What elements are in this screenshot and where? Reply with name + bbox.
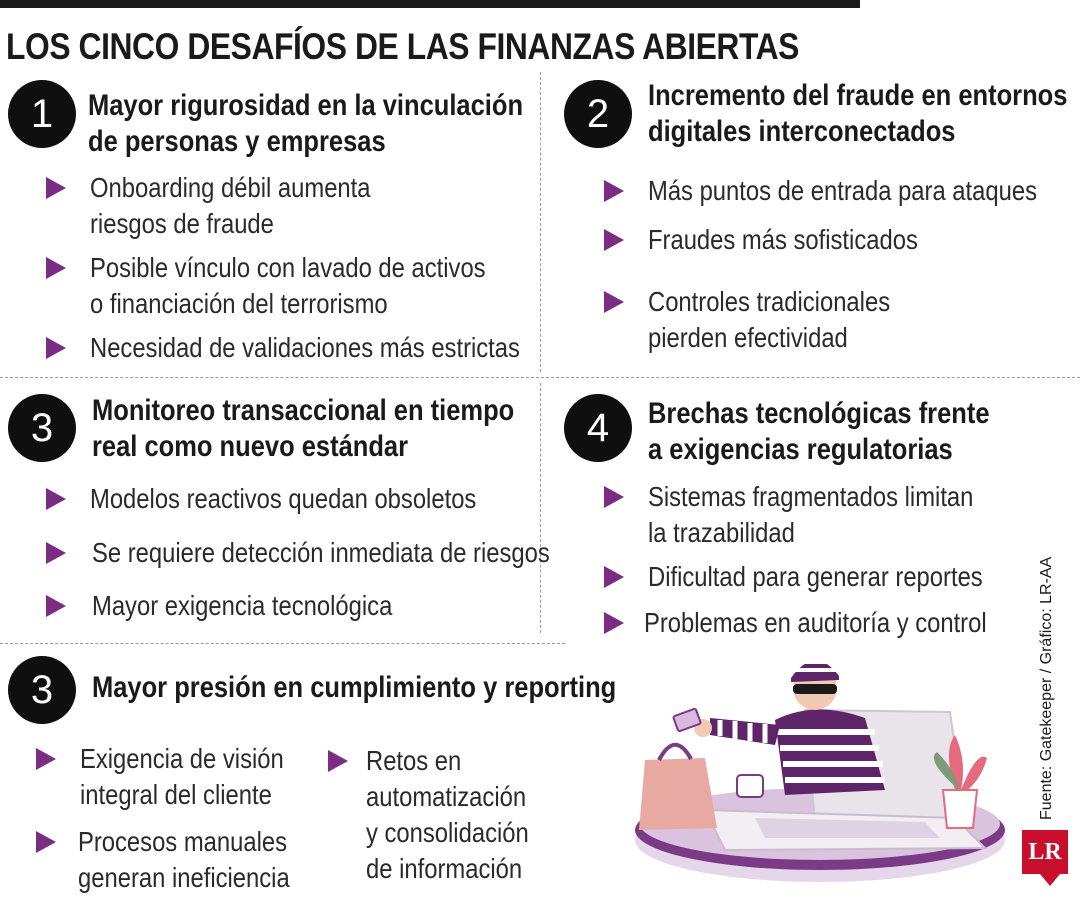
- bullet-triangle-icon: [46, 488, 66, 510]
- section-number-badge: 2: [564, 80, 632, 148]
- bullet-triangle-icon: [36, 831, 56, 853]
- divider-horizontal-1: [0, 377, 1080, 378]
- source-credit: Fuente: Gatekeeper / Gráfico: LR-AA: [1038, 556, 1055, 820]
- bullet-text: Procesos manuales: [78, 826, 288, 857]
- lr-logo-tail: [1040, 874, 1060, 886]
- bullet-text: Onboarding débil aumenta: [90, 172, 371, 203]
- bullet-text: o financiación del terrorismo: [90, 288, 388, 319]
- bullet-triangle-icon: [604, 180, 624, 202]
- lr-logo: LR: [1022, 830, 1068, 874]
- bullet-text: generan ineficiencia: [78, 862, 290, 893]
- bullet-text: y consolidación: [366, 817, 529, 848]
- bullet-text: Más puntos de entrada para ataques: [648, 175, 1038, 206]
- bullet-text: Necesidad de validaciones más estrictas: [90, 332, 520, 363]
- section-title-line: a exigencias regulatorias: [648, 433, 953, 466]
- top-rule: [0, 0, 860, 8]
- section-number-badge: 1: [8, 80, 76, 148]
- section-number-badge: 4: [564, 394, 632, 462]
- bullet-triangle-icon: [604, 486, 624, 508]
- bullet-text: pierden efectividad: [648, 322, 848, 353]
- section-title-line: Mayor presión en cumplimiento y reporting: [92, 671, 617, 704]
- bullet-triangle-icon: [36, 748, 56, 770]
- divider-vertical-middle: [540, 383, 541, 633]
- bullet-text: Mayor exigencia tecnológica: [92, 590, 393, 621]
- section-number-badge: 3: [8, 394, 76, 462]
- bullet-text: riesgos de fraude: [90, 208, 274, 239]
- bullet-text: Exigencia de visión: [80, 743, 284, 774]
- bullet-triangle-icon: [46, 595, 66, 617]
- divider-vertical-top: [540, 72, 541, 372]
- bullet-text: Modelos reactivos quedan obsoletos: [90, 483, 477, 514]
- bullet-text: integral del cliente: [80, 779, 272, 810]
- bullet-triangle-icon: [604, 612, 624, 634]
- bullet-triangle-icon: [604, 566, 624, 588]
- bullet-text: Problemas en auditoría y control: [644, 607, 987, 638]
- bullet-triangle-icon: [604, 229, 624, 251]
- section-number-badge: 3: [8, 656, 76, 724]
- section-title-line: Mayor rigurosidad en la vinculación: [88, 89, 524, 122]
- bullet-triangle-icon: [46, 542, 66, 564]
- bullet-triangle-icon: [604, 291, 624, 313]
- bullet-text: Se requiere detección inmediata de riesgos: [92, 537, 550, 568]
- thief-laptop-illustration: [625, 640, 1010, 890]
- section-title-line: de personas y empresas: [88, 125, 386, 158]
- bullet-text: de información: [366, 853, 523, 884]
- bullet-text: la trazabilidad: [648, 517, 795, 548]
- section-title-line: Brechas tecnológicas frente: [648, 397, 990, 430]
- section-title-line: Incremento del fraude en entornos: [648, 79, 1068, 112]
- bullet-text: Dificultad para generar reportes: [648, 561, 983, 592]
- section-title-line: digitales interconectados: [648, 115, 956, 148]
- bullet-text: Controles tradicionales: [648, 286, 891, 317]
- page-title: LOS CINCO DESAFÍOS DE LAS FINANZAS ABIERTAS: [6, 26, 799, 67]
- bullet-triangle-icon: [46, 337, 66, 359]
- bullet-text: automatización: [366, 781, 527, 812]
- bullet-text: Retos en: [366, 745, 462, 776]
- section-title-line: Monitoreo transaccional en tiempo: [92, 394, 515, 427]
- bullet-triangle-icon: [46, 257, 66, 279]
- divider-horizontal-2: [0, 643, 565, 644]
- section-title-line: real como nuevo estándar: [92, 430, 409, 463]
- bullet-triangle-icon: [328, 750, 348, 772]
- bullet-text: Fraudes más sofisticados: [648, 224, 918, 255]
- bullet-text: Sistemas fragmentados limitan: [648, 481, 974, 512]
- bullet-text: Posible vínculo con lavado de activos: [90, 252, 486, 283]
- bullet-triangle-icon: [46, 177, 66, 199]
